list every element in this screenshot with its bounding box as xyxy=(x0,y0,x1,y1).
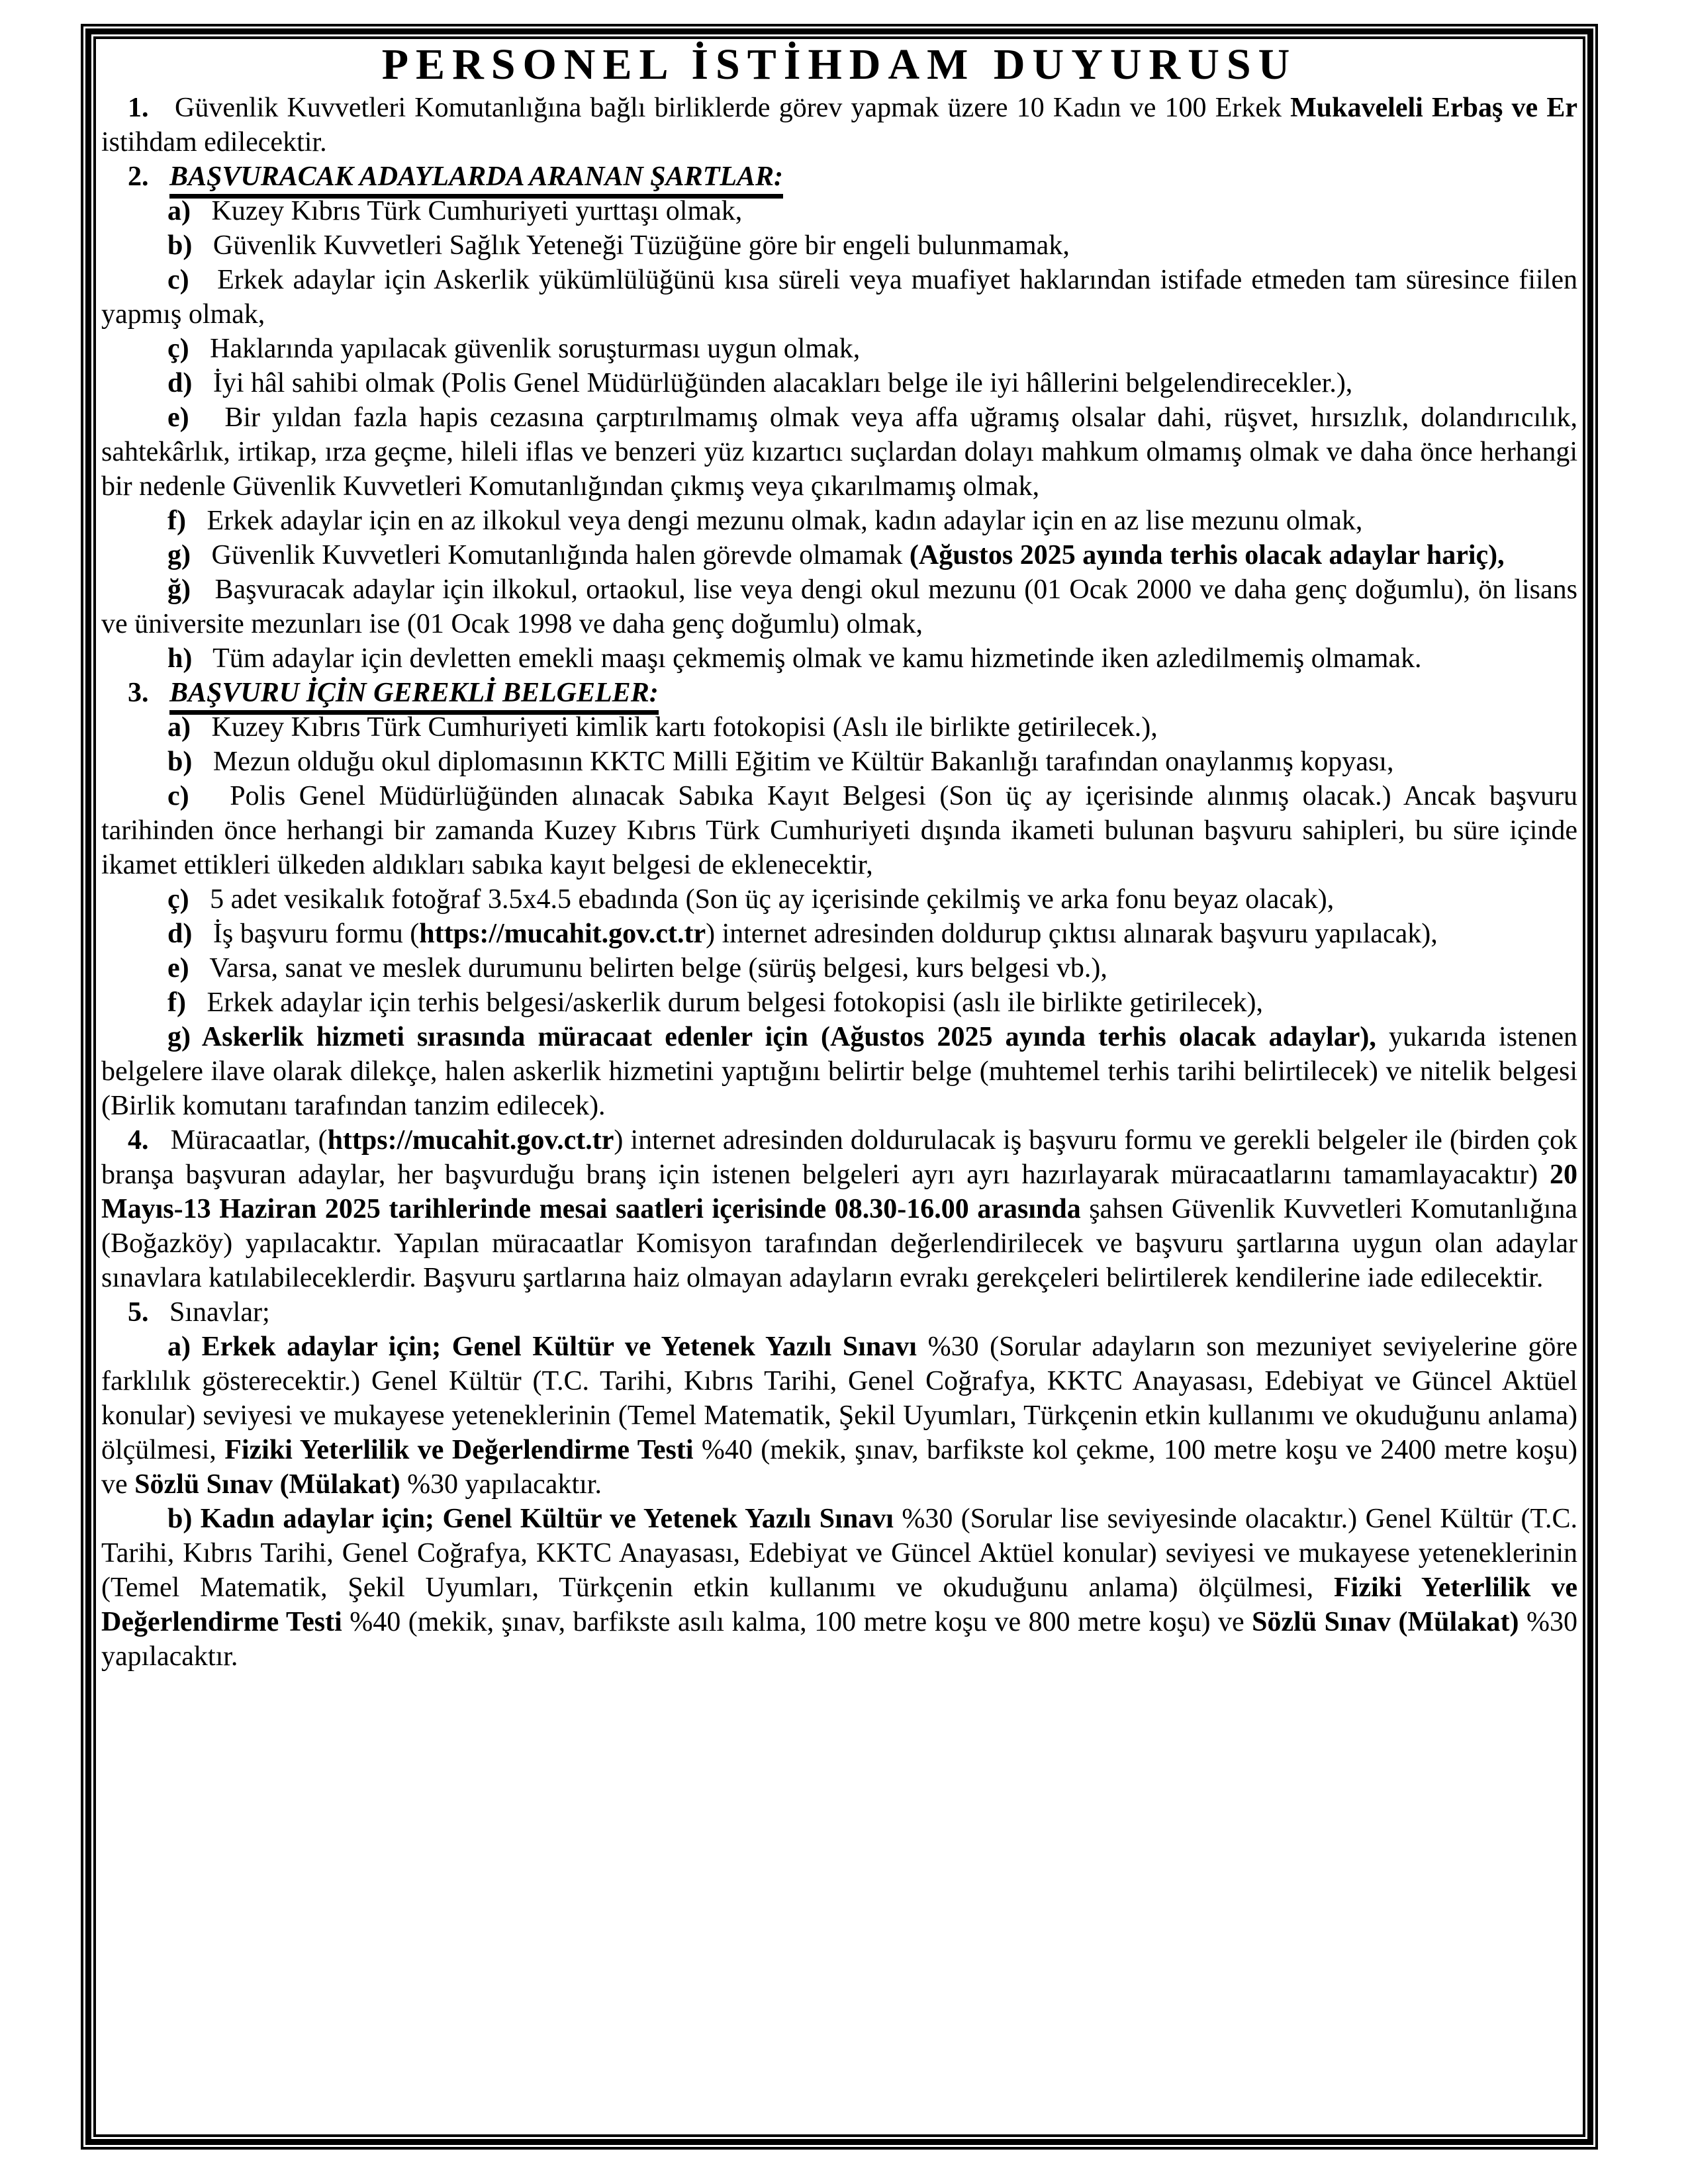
item-3f xyxy=(101,985,1577,1020)
text: %40 (mekik, şınav, barfikste kol çekme, 100 metre koşu ve 2400 metre koşu) ve xyxy=(101,1435,1577,1500)
text: Haklarında yapılacak güvenlik soruşturması uygun olmak, xyxy=(189,334,861,364)
text: İş başvuru formu ( xyxy=(192,919,420,949)
text: Erkek adaylar için Askerlik yükümlülüğünü kısa süreli veya muafiyet haklarından istifade etmeden tam süresince fiilen yapmış olmak, xyxy=(101,265,1577,330)
bold-text: c) xyxy=(167,265,189,295)
text: Polis Genel Müdürlüğünden alınacak Sabıka Kayıt Belgesi (Son üç ay içerisinde alınmış olacak.) Ancak başvuru tarihinden önce herhangi bir zamanda Kuzey Kıbrıs Türk Cumhuriyeti dışında ikameti bulunan başvuru sahipleri, bu süre içinde ikamet ettikleri ülkeden aldıkları sabıka kayıt belgesi de eklenecektir, xyxy=(101,781,1577,880)
bold-text: f) xyxy=(167,987,186,1018)
bold-text: d) xyxy=(167,368,193,398)
text: Erkek adaylar için terhis belgesi/askerlik durum belgesi fotokopisi (aslı ile birlikte getirilecek), xyxy=(185,987,1263,1018)
text: Varsa, sanat ve meslek durumunu belirten belge (sürüş belgesi, kurs belgesi vb.), xyxy=(189,953,1107,983)
item-1 xyxy=(101,91,1577,159)
text: yukarıda istenen belgelere ilave olarak dilekçe, halen askerlik hizmetini yaptığını belirtir belge (muhtemel terhis tarihi belirtilecek) ve nitelik belgesi (Birlik komutanı tarafından tanzim edilecek). xyxy=(101,1022,1577,1121)
text: Kuzey Kıbrıs Türk Cumhuriyeti yurttaşı olmak, xyxy=(191,196,743,226)
bold-text: b) xyxy=(167,747,193,777)
text: Başvuracak adaylar için ilkokul, ortaokul, lise veya dengi okul mezunu (01 Ocak 2000 ve daha genç doğumlu), ön lisans ve üniversite mezunları ise (01 Ocak 1998 ve daha genç doğumlu) olmak, xyxy=(101,574,1577,639)
item-3e xyxy=(101,951,1577,985)
text: %30 (Sorular adayların son mezuniyet seviyelerine göre farklılık gösterecektir.) Genel Kültür (T.C. Tarihi, Kıbrıs Tarihi, Genel Coğrafya, KKTC Anayasası, Edebiyat ve Güncel Aktüel konular) seviyesi ve mukayese yeteneklerinin (Temel Matematik, Şekil Uyumları, Türkçenin etkin kullanımı ve okuduğunu anlama) ölçülmesi, xyxy=(101,1332,1577,1465)
item-2h xyxy=(101,641,1577,676)
bold-text: Sözlü Sınav (Mülakat) xyxy=(134,1469,400,1500)
text: Güvenlik Kuvvetleri Komutanlığında halen görevde olmamak xyxy=(191,540,910,570)
text: ) internet adresinden doldurulacak iş başvuru formu ve gerekli belgeler ile (birden çok branşa başvuran adaylar, her başvurduğu branş için istenen belgeleri ayrı ayrı hazırlayarak müracaatlarını tamamlayacaktır) xyxy=(101,1125,1577,1190)
bold-text: e) xyxy=(167,402,189,433)
bold-text: ç) xyxy=(167,884,189,915)
bold-text: h) xyxy=(167,643,193,674)
bold-text: 4. xyxy=(128,1125,149,1156)
bold-text: Sözlü Sınav (Mülakat) xyxy=(1252,1607,1519,1637)
bold-text: https://mucahit.gov.ct.tr xyxy=(419,919,706,949)
section-3-heading xyxy=(101,676,1577,710)
text: Güvenlik Kuvvetleri Komutanlığına bağlı birliklerde görev yapmak üzere 10 Kadın ve 100 Erkek xyxy=(148,93,1291,123)
document-frame-inner xyxy=(93,36,1585,2137)
item-2a xyxy=(101,194,1577,228)
bold-text: Fiziki Yeterlilik ve Değerlendirme Testi xyxy=(224,1435,694,1465)
item-2g xyxy=(101,538,1577,572)
item-2c xyxy=(101,263,1577,332)
bold-text: ç) xyxy=(167,334,189,364)
item-3c2 xyxy=(101,882,1577,917)
text: ) internet adresinden doldurup çıktısı alınarak başvuru yapılacak), xyxy=(706,919,1438,949)
bold-text: https://mucahit.gov.ct.tr xyxy=(327,1125,614,1156)
bold-text: d) xyxy=(167,919,193,949)
text: Erkek adaylar için en az ilkokul veya dengi mezunu olmak, kadın adaylar için en az lise mezunu olmak, xyxy=(185,506,1363,536)
item-2f xyxy=(101,504,1577,538)
text: Tüm adaylar için devletten emekli maaşı çekmemiş olmak ve kamu hizmetinde iken azledilmemiş olmamak. xyxy=(192,643,1422,674)
text: Sınavlar; xyxy=(148,1297,270,1328)
text: Bir yıldan fazla hapis cezasına çarptırılmamış olmak veya affa uğramış olsalar dahi, rüşvet, hırsızlık, dolandırıcılık, sahtekârlık, irtikap, ırza geçme, hileli iflas ve benzeri yüz kızartıcı suçlardan dolayı mahkum olmamış olmak ve daha önce herhangi bir nedenle Güvenlik Kuvvetleri Komutanlığından çıkmış veya çıkarılmamış olmak, xyxy=(101,402,1577,502)
document-body xyxy=(101,91,1577,1674)
document-title: PERSONEL İSTİHDAM DUYURUSU xyxy=(381,40,1297,89)
bold-text: e) xyxy=(167,953,189,983)
text: %40 (mekik, şınav, barfikste asılı kalma, 100 metre koşu ve 800 metre koşu) ve xyxy=(342,1607,1252,1637)
item-2e xyxy=(101,400,1577,504)
text: Müracaatlar, ( xyxy=(148,1125,328,1156)
bold-text: g) xyxy=(167,540,191,570)
bold-text: b) Kadın adaylar için; Genel Kültür ve Yetenek Yazılı Sınavı xyxy=(167,1504,894,1534)
item-5a xyxy=(101,1330,1577,1502)
document-frame xyxy=(81,24,1598,2150)
item-2d xyxy=(101,366,1577,400)
item-3c xyxy=(101,779,1577,882)
bold-text: f) xyxy=(167,506,186,536)
heading-text: BAŞVURU İÇİN GEREKLİ BELGELER: xyxy=(169,678,659,715)
document-frame-middle xyxy=(85,28,1593,2145)
section-2-heading xyxy=(101,159,1577,194)
heading-number: 3. xyxy=(128,678,149,708)
item-5b xyxy=(101,1502,1577,1674)
bold-text: g) Askerlik hizmeti sırasında müracaat edenler için (Ağustos 2025 ayında terhis olacak adaylar), xyxy=(167,1022,1376,1052)
heading-text: BAŞVURACAK ADAYLARDA ARANAN ŞARTLAR: xyxy=(169,161,783,199)
item-2b xyxy=(101,228,1577,263)
item-5 xyxy=(101,1295,1577,1330)
text: Kuzey Kıbrıs Türk Cumhuriyeti kimlik kartı fotokopisi (Aslı ile birlikte getirilecek.), xyxy=(191,712,1158,743)
heading-number: 2. xyxy=(128,161,149,192)
bold-text: c) xyxy=(167,781,189,811)
bold-text: 1. xyxy=(128,93,149,123)
bold-text: b) xyxy=(167,230,193,261)
text: %30 yapılacaktır. xyxy=(400,1469,602,1500)
item-2c2 xyxy=(101,332,1577,366)
bold-text: a) xyxy=(167,712,191,743)
text: Güvenlik Kuvvetleri Sağlık Yeteneği Tüzüğüne göre bir engeli bulunmamak, xyxy=(192,230,1070,261)
bold-text: a) Erkek adaylar için; Genel Kültür ve Yetenek Yazılı Sınavı xyxy=(167,1332,917,1362)
bold-text: a) xyxy=(167,196,191,226)
text: İyi hâl sahibi olmak (Polis Genel Müdürlüğünden alacakları belge ile iyi hâllerini belgelendirecekler.), xyxy=(192,368,1353,398)
bold-text: Fiziki Yeterlilik ve Değerlendirme Testi xyxy=(101,1572,1577,1637)
item-3g xyxy=(101,1020,1577,1123)
text: %30 (Sorular lise seviyesinde olacaktır.) Genel Kültür (T.C. Tarihi, Kıbrıs Tarihi, Genel Coğrafya, KKTC Anayasası, Edebiyat ve Güncel Aktüel konular) seviyesi ve mukayese yeteneklerinin (Temel Matematik, Şekil Uyumları, Türkçenin etkin kullanımı ve okuduğunu anlama) ölçülmesi, xyxy=(101,1504,1577,1603)
bold-text: 5. xyxy=(128,1297,149,1328)
item-3a xyxy=(101,710,1577,745)
item-2g2 xyxy=(101,572,1577,641)
item-3d xyxy=(101,917,1577,951)
bold-text: Mukaveleli Erbaş ve Er xyxy=(1290,93,1577,123)
item-3b xyxy=(101,745,1577,779)
item-4 xyxy=(101,1123,1577,1295)
text: Mezun olduğu okul diplomasının KKTC Milli Eğitim ve Kültür Bakanlığı tarafından onaylanmış kopyası, xyxy=(192,747,1394,777)
text: %30 yapılacaktır. xyxy=(101,1607,1577,1672)
text: 5 adet vesikalık fotoğraf 3.5x4.5 ebadında (Son üç ay içerisinde çekilmiş ve arka fonu beyaz olacak), xyxy=(189,884,1335,915)
text: şahsen Güvenlik Kuvvetleri Komutanlığına (Boğazköy) yapılacaktır. Yapılan müracaatlar Komisyon tarafından değerlendirilecek ve başvuru şartlarına uygun olan adaylar sınavlara katılabileceklerdir. Başvuru şartlarına haiz olmayan adayların evrakı gerekçeleri belirtilerek kendilerine iade edilecektir. xyxy=(101,1194,1578,1293)
bold-text: 20 Mayıs-13 Haziran 2025 tarihlerinde mesai saatleri içerisinde 08.30-16.00 arasında xyxy=(101,1160,1577,1224)
bold-text: ğ) xyxy=(167,574,191,605)
bold-text: (Ağustos 2025 ayında terhis olacak adaylar hariç), xyxy=(909,540,1505,570)
text: istihdam edilecektir. xyxy=(101,127,327,158)
